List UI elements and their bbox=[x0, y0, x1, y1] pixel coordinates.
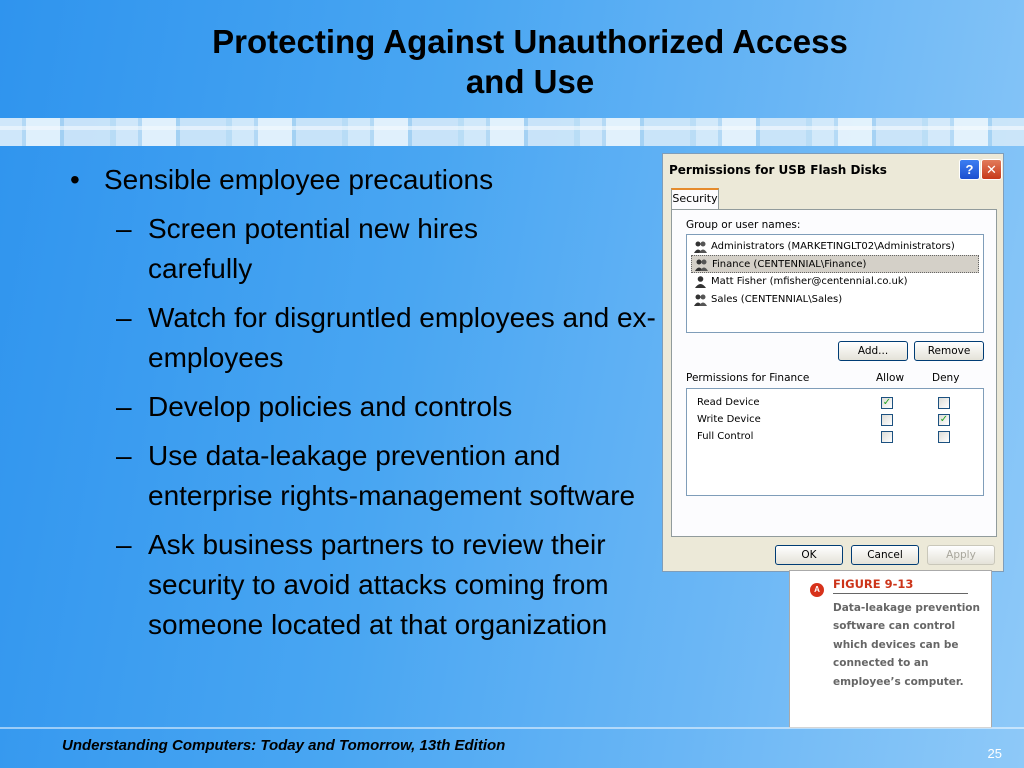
bullet-marker: • bbox=[70, 164, 80, 195]
dash-marker: – bbox=[116, 391, 132, 422]
sub-bullet-text: Ask business partners to review their security to avoid attacks coming from someone located at that organization bbox=[148, 529, 609, 640]
sub-bullet-text: Screen potential new hires carefully bbox=[148, 213, 478, 284]
read-allow-checkbox[interactable]: ✓ bbox=[882, 397, 892, 408]
slide-title bbox=[0, 22, 1024, 102]
sub-bullet bbox=[70, 298, 670, 378]
sub-bullet bbox=[70, 436, 670, 516]
permission-read-device: Read Device bbox=[697, 397, 760, 408]
permissions-dialog bbox=[662, 153, 1004, 572]
dialog-titlebar bbox=[663, 154, 1003, 182]
list-item[interactable] bbox=[691, 291, 979, 309]
user-name: Administrators (MARKETINGLT02\Administrators) bbox=[711, 241, 955, 252]
figure-icon: A bbox=[810, 583, 824, 597]
footer-text: Understanding Computers: Today and Tomorrow, 13th Edition bbox=[62, 737, 506, 754]
close-button[interactable]: ✕ bbox=[981, 159, 1002, 180]
full-allow-checkbox[interactable] bbox=[881, 431, 893, 443]
slide-title-line1: Protecting Against Unauthorized Access bbox=[212, 23, 848, 60]
user-icon bbox=[694, 276, 707, 288]
figure-caption: Data-leakage prevention software can control which devices can be connected to an employee’s computer. bbox=[833, 602, 980, 688]
ok-button[interactable]: OK bbox=[775, 545, 843, 565]
write-allow-checkbox[interactable] bbox=[881, 414, 893, 426]
cancel-button[interactable]: Cancel bbox=[851, 545, 919, 565]
figure-caption-box bbox=[789, 570, 992, 728]
permissions-label: Permissions for Finance bbox=[686, 372, 810, 384]
slide-title-line2: and Use bbox=[465, 63, 595, 100]
bullet-list bbox=[70, 160, 670, 645]
sub-bullet bbox=[70, 387, 670, 427]
permission-full-control: Full Control bbox=[697, 431, 754, 442]
permission-write-device: Write Device bbox=[697, 414, 761, 425]
sub-bullet bbox=[70, 525, 670, 645]
dash-marker: – bbox=[116, 213, 132, 244]
user-listbox[interactable] bbox=[686, 234, 984, 333]
read-deny-checkbox[interactable] bbox=[938, 397, 950, 409]
bullet-main-text: Sensible employee precautions bbox=[104, 164, 494, 195]
list-item[interactable] bbox=[691, 273, 979, 291]
add-button[interactable]: Add... bbox=[838, 341, 908, 361]
sub-bullet-text: Develop policies and controls bbox=[148, 391, 513, 422]
page-number: 25 bbox=[987, 746, 1002, 761]
group-label: Group or user names: bbox=[686, 219, 801, 231]
user-name: Finance (CENTENNIAL\Finance) bbox=[712, 259, 867, 270]
decorative-stripe bbox=[0, 118, 1024, 146]
footer-divider bbox=[0, 727, 1024, 729]
users-icon bbox=[694, 241, 707, 253]
apply-button[interactable]: Apply bbox=[927, 545, 995, 565]
bullet-main bbox=[70, 160, 670, 200]
write-deny-checkbox[interactable]: ✓ bbox=[939, 414, 949, 425]
sub-bullet-text: Watch for disgruntled employees and ex-employees bbox=[148, 302, 656, 373]
security-panel bbox=[671, 209, 997, 537]
permissions-list bbox=[686, 388, 984, 496]
dialog-title: Permissions for USB Flash Disks bbox=[669, 163, 887, 177]
help-button[interactable]: ? bbox=[959, 159, 980, 180]
list-item[interactable] bbox=[691, 238, 979, 256]
dash-marker: – bbox=[116, 302, 132, 333]
sub-bullet-text: Use data-leakage prevention and enterprise rights-management software bbox=[148, 440, 636, 511]
users-icon bbox=[695, 259, 708, 271]
dash-marker: – bbox=[116, 529, 132, 560]
dash-marker: – bbox=[116, 440, 132, 471]
figure-label: FIGURE 9-13 bbox=[833, 577, 968, 594]
remove-button[interactable]: Remove bbox=[914, 341, 984, 361]
full-deny-checkbox[interactable] bbox=[938, 431, 950, 443]
deny-header: Deny bbox=[932, 372, 960, 384]
tab-security[interactable]: Security bbox=[671, 188, 719, 210]
user-name: Sales (CENTENNIAL\Sales) bbox=[711, 294, 843, 305]
sub-bullet bbox=[70, 209, 570, 289]
user-name: Matt Fisher (mfisher@centennial.co.uk) bbox=[711, 276, 908, 287]
allow-header: Allow bbox=[876, 372, 905, 384]
users-icon bbox=[694, 294, 707, 306]
list-item-selected[interactable] bbox=[691, 255, 979, 273]
